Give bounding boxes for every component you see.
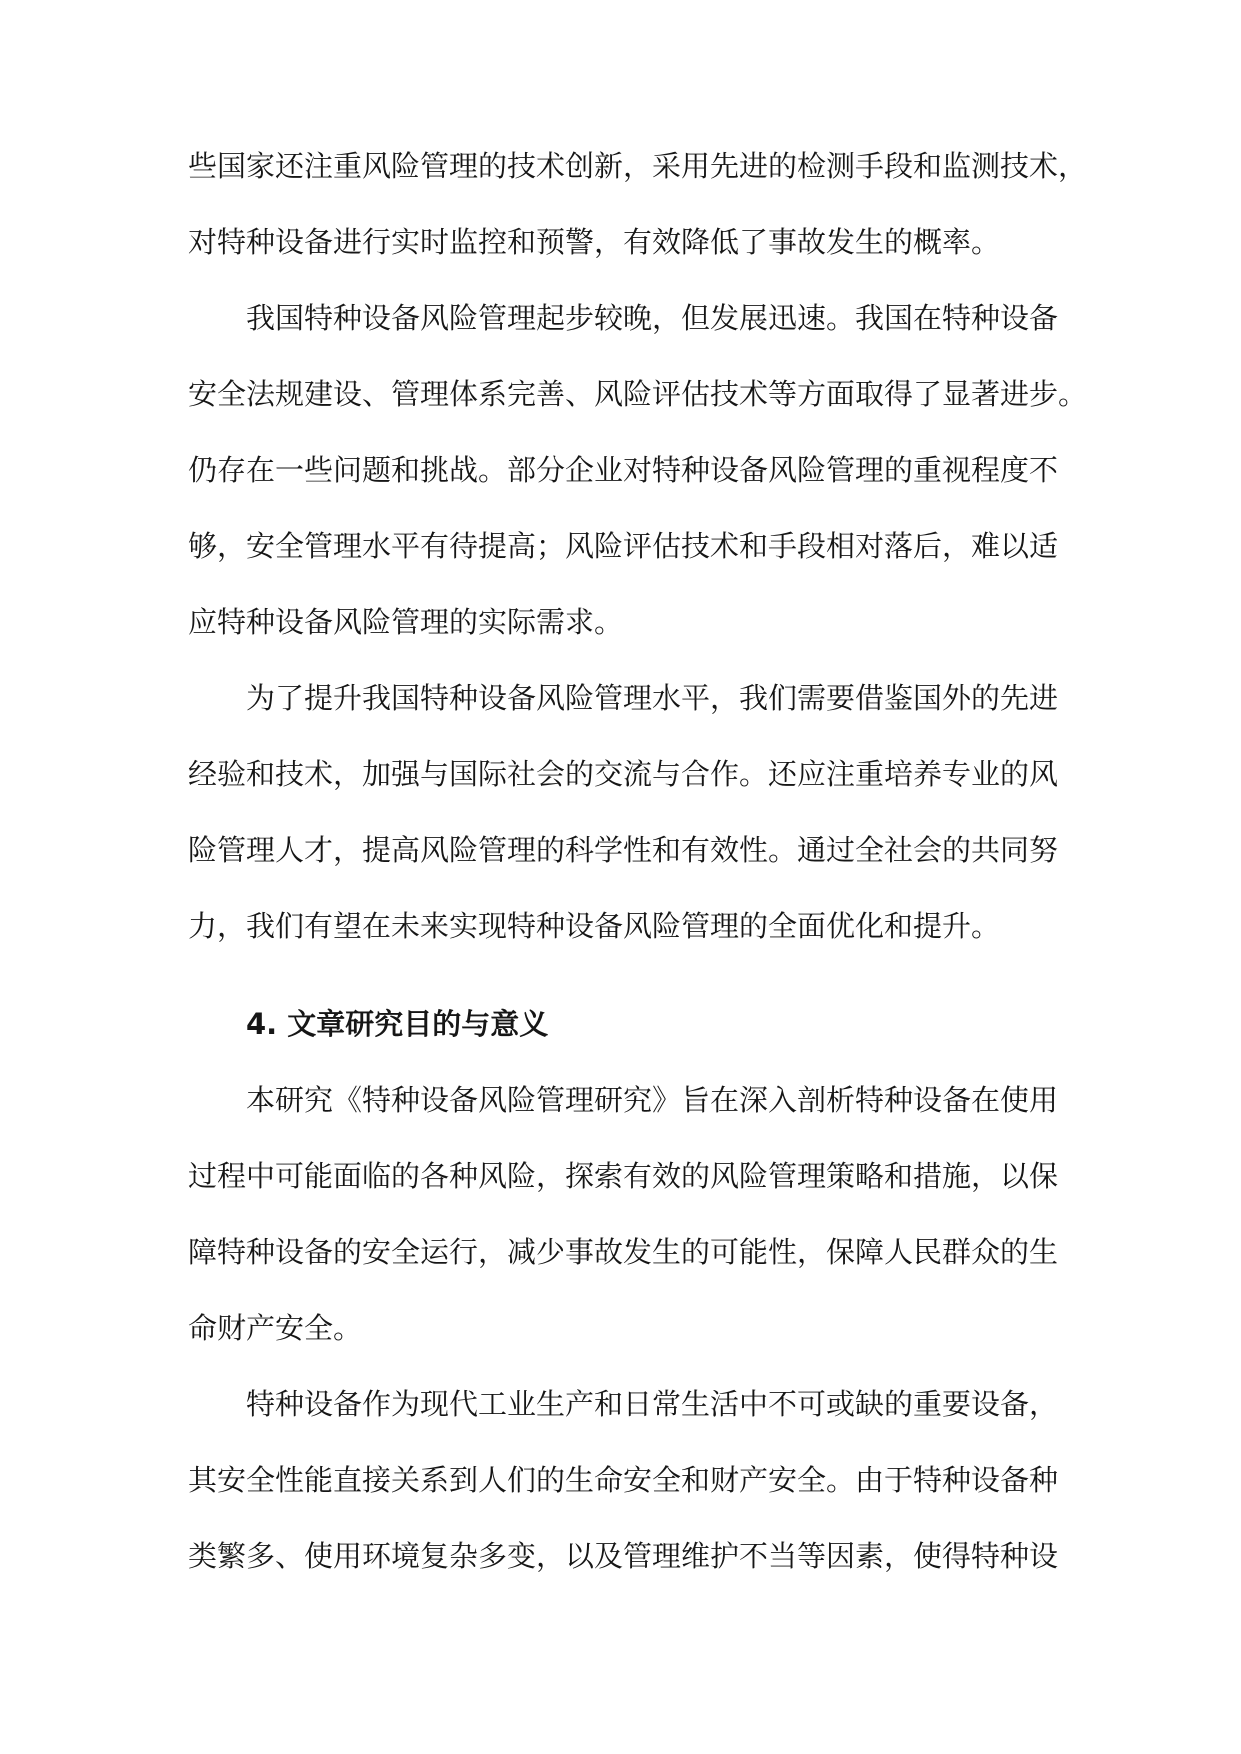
text-line: 够，安全管理水平有待提高；风险评估技术和手段相对落后，难以适 <box>188 529 1059 563</box>
text-line: 险管理人才，提高风险管理的科学性和有效性。通过全社会的共同努 <box>188 833 1059 867</box>
text-line: 对特种设备进行实时监控和预警，有效降低了事故发生的概率。 <box>188 225 1001 259</box>
text-line: 障特种设备的安全运行，减少事故发生的可能性，保障人民群众的生 <box>188 1235 1059 1269</box>
text-line: 应特种设备风险管理的实际需求。 <box>188 605 624 639</box>
text-line: 力，我们有望在未来实现特种设备风险管理的全面优化和提升。 <box>188 909 1001 943</box>
text-line: 特种设备作为现代工业生产和日常生活中不可或缺的重要设备， <box>246 1387 1059 1421</box>
text-line: 命财产安全。 <box>188 1311 363 1345</box>
text-line: 类繁多、使用环境复杂多变，以及管理维护不当等因素，使得特种设 <box>188 1539 1059 1573</box>
text-line: 过程中可能面临的各种风险，探索有效的风险管理策略和措施，以保 <box>188 1159 1059 1193</box>
text-line: 为了提升我国特种设备风险管理水平，我们需要借鉴国外的先进 <box>246 681 1059 715</box>
text-line: 经验和技术，加强与国际社会的交流与合作。还应注重培养专业的风 <box>188 757 1059 791</box>
text-line: 仍存在一些问题和挑战。部分企业对特种设备风险管理的重视程度不 <box>188 453 1059 487</box>
paragraph <box>188 674 1058 978</box>
document-body <box>188 142 1088 1608</box>
paragraph <box>188 294 1088 674</box>
text-line: 些国家还注重风险管理的技术创新，采用先进的检测手段和监测技术， <box>188 149 1088 183</box>
text-line: 其安全性能直接关系到人们的生命安全和财产安全。由于特种设备种 <box>188 1463 1059 1497</box>
text-line: 安全法规建设、管理体系完善、风险评估技术等方面取得了显著进步。 <box>188 377 1088 411</box>
paragraph <box>188 142 1088 294</box>
section-heading: 4. 文章研究目的与意义 <box>246 1007 549 1041</box>
text-line: 我国特种设备风险管理起步较晚，但发展迅速。我国在特种设备 <box>246 301 1059 335</box>
paragraph <box>188 1380 1058 1608</box>
paragraph <box>188 1076 1058 1380</box>
text-line: 本研究《特种设备风险管理研究》旨在深入剖析特种设备在使用 <box>246 1083 1059 1117</box>
